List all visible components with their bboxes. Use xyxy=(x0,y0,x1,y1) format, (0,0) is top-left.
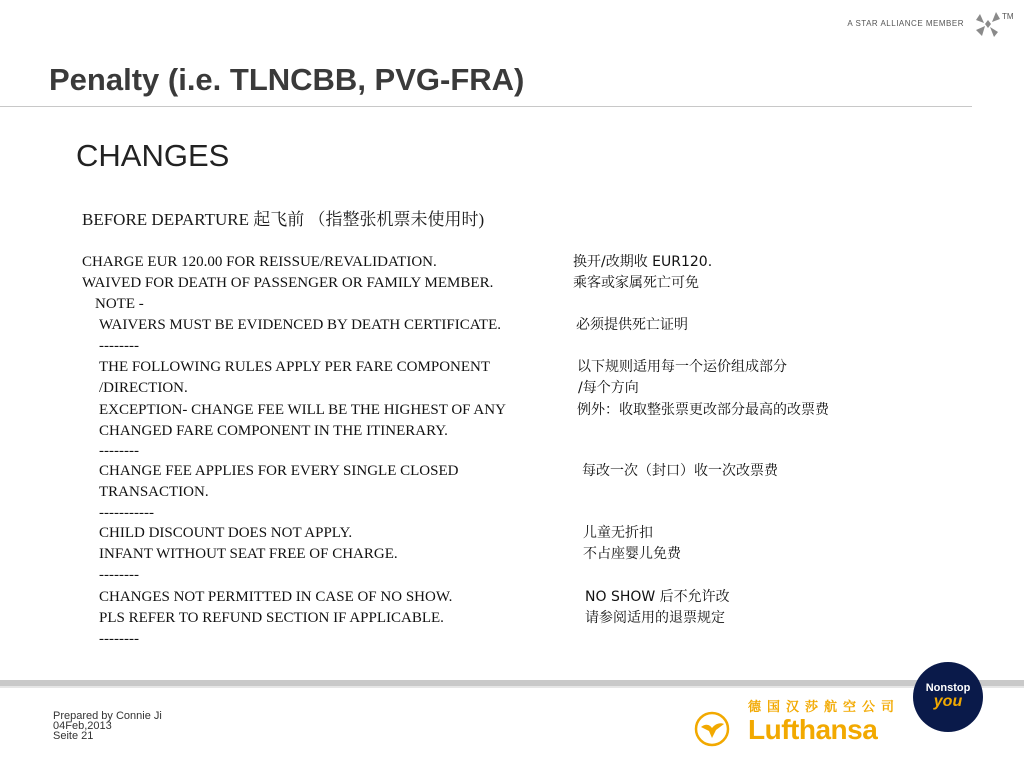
lufthansa-chinese-name: 德国汉莎航空公司 xyxy=(748,699,901,714)
lufthansa-crane-icon xyxy=(694,711,730,747)
rule-line: CHANGE FEE APPLIES FOR EVERY SINGLE CLOSED xyxy=(99,463,459,479)
rule-translation: /每个方向 xyxy=(578,380,639,396)
footer-band-light xyxy=(0,686,1024,688)
rule-translation: 换开/改期收 EUR120. xyxy=(573,254,713,270)
footer-page-number: Seite 21 xyxy=(53,730,94,742)
rule-line: CHARGE EUR 120.00 FOR REISSUE/REVALIDATION. xyxy=(82,254,437,270)
star-alliance-logo-icon xyxy=(972,10,1004,38)
footer-date: 04Feb,2013 xyxy=(53,720,112,732)
rule-translation: 不占座婴儿免费 xyxy=(583,546,681,562)
rule-line: INFANT WITHOUT SEAT FREE OF CHARGE. xyxy=(99,546,398,562)
page-title: Penalty (i.e. TLNCBB, PVG-FRA) xyxy=(49,62,525,97)
rule-line: -------- xyxy=(99,443,139,459)
trademark: TM xyxy=(1002,12,1014,21)
rule-translation: 例外：收取整张票更改部分最高的改票费 xyxy=(577,402,829,418)
rule-line: -------- xyxy=(99,631,139,647)
footer-author: Prepared by Connie Ji xyxy=(53,710,162,722)
rule-line: CHANGES NOT PERMITTED IN CASE OF NO SHOW. xyxy=(99,589,453,605)
rule-translation: 儿童无折扣 xyxy=(583,525,653,541)
rule-line: WAIVERS MUST BE EVIDENCED BY DEATH CERTIFICATE. xyxy=(99,317,502,333)
rule-translation: NO SHOW 后不允许改 xyxy=(585,589,730,605)
star-alliance-label: A STAR ALLIANCE MEMBER xyxy=(847,19,964,28)
section-title: CHANGES xyxy=(76,138,230,173)
rule-line: NOTE - xyxy=(95,296,144,312)
nonstop-you-badge xyxy=(913,662,983,732)
rule-line: WAIVED FOR DEATH OF PASSENGER OR FAMILY MEMBER. xyxy=(82,275,494,291)
rule-translation: 每改一次（封口）收一次改票费 xyxy=(582,463,778,479)
nonstop-label: Nonstop xyxy=(925,682,971,694)
rule-line: /DIRECTION. xyxy=(99,380,188,396)
rule-line: ----------- xyxy=(99,505,154,521)
rule-translation: 以下规则适用每一个运价组成部分 xyxy=(577,359,787,375)
rule-line: -------- xyxy=(99,338,139,354)
rule-line: THE FOLLOWING RULES APPLY PER FARE COMPONENT xyxy=(99,359,491,375)
you-label: you xyxy=(933,693,963,710)
rule-line: -------- xyxy=(99,567,139,583)
rule-line: TRANSACTION. xyxy=(99,484,209,500)
rule-line: EXCEPTION- CHANGE FEE WILL BE THE HIGHEST OF ANY xyxy=(99,402,506,418)
rule-line: CHANGED FARE COMPONENT IN THE ITINERARY. xyxy=(99,423,448,439)
subheading: BEFORE DEPARTURE 起飞前 （指整张机票未使用时) xyxy=(82,210,485,229)
rule-translation: 乘客或家属死亡可免 xyxy=(573,275,699,291)
rule-translation: 请参阅适用的退票规定 xyxy=(585,610,725,626)
rule-translation: 必须提供死亡证明 xyxy=(576,317,688,333)
rule-line: PLS REFER TO REFUND SECTION IF APPLICABLE. xyxy=(99,610,444,626)
lufthansa-wordmark: Lufthansa xyxy=(748,714,878,745)
rule-line: CHILD DISCOUNT DOES NOT APPLY. xyxy=(99,525,353,541)
title-divider xyxy=(0,106,972,107)
